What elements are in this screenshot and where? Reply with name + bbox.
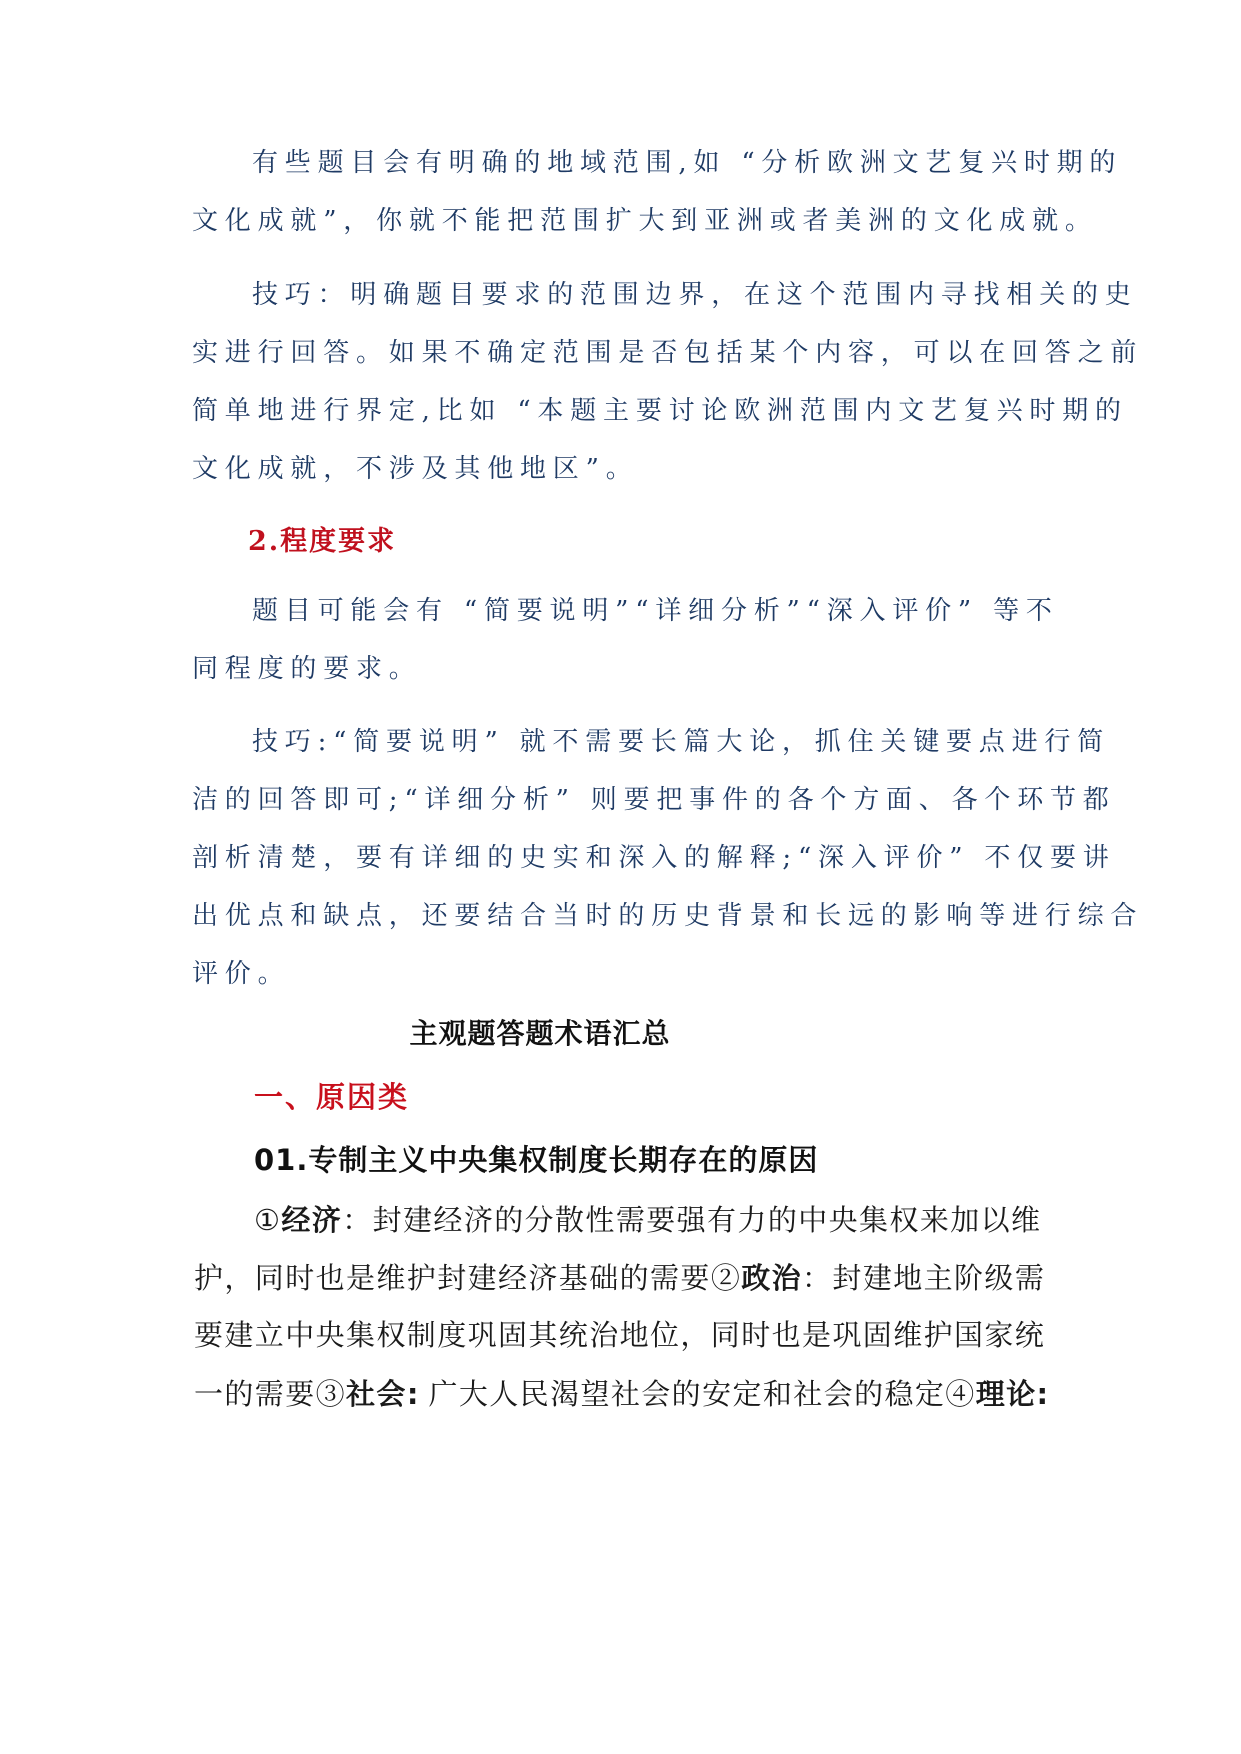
body-line — [254, 1200, 1041, 1241]
paragraph-line: 评价。 — [192, 959, 291, 989]
paragraph-line: 有些题目会有明确的地域范围,如 “分析欧洲文艺复兴时期的 — [252, 148, 1123, 178]
paragraph-line: 实进行回答。如果不确定范围是否包括某个内容，可以在回答之前 — [192, 338, 1144, 368]
keyword: 政治 — [741, 1261, 803, 1295]
item-heading: 01.专制主义中央集权制度长期存在的原因 — [254, 1143, 819, 1177]
body-text: 一的需要 — [194, 1379, 316, 1411]
body-text: 要建立中央集权制度巩固其统治地位，同时也是巩固维护国家统 — [194, 1320, 1046, 1352]
body-text: 广大人民渴望社会的安定和社会的稳定 — [419, 1379, 946, 1411]
paragraph-line: 剖析清楚，要有详细的史实和深入的解释;“深入评价” 不仅要讲 — [192, 843, 1116, 873]
body-line — [194, 1316, 1045, 1356]
body-text: ：封建地主阶级需 — [802, 1263, 1046, 1295]
paragraph-line: 题目可能会有 “简要说明”“详细分析”“深入评价” 等不 — [252, 596, 1059, 626]
keyword: 社会: — [346, 1377, 420, 1411]
body-text: ：封建经济的分散性需要强有力的中央集权来加以维 — [342, 1205, 1042, 1237]
body-line — [194, 1374, 1050, 1415]
section-heading: 2.程度要求 — [248, 526, 397, 557]
circled-number: ① — [254, 1205, 282, 1237]
circled-number: ③ — [315, 1379, 347, 1411]
paragraph-line: 文化成就，不涉及其他地区”。 — [192, 454, 639, 484]
paragraph-line: 技巧：明确题目要求的范围边界，在这个范围内寻找相关的史 — [252, 280, 1138, 310]
body-text: 护，同时也是维护封建经济基础的需要 — [194, 1263, 711, 1295]
circled-number: ④ — [945, 1379, 976, 1411]
keyword: 理论: — [975, 1377, 1050, 1411]
body-line — [194, 1258, 1045, 1299]
category-heading: 一、原因类 — [254, 1080, 410, 1114]
paragraph-line: 同程度的要求。 — [192, 654, 422, 684]
paragraph-line: 技巧:“简要说明” 就不需要长篇大论，抓住关键要点进行简 — [252, 727, 1111, 757]
paragraph-line: 简单地进行界定,比如 “本题主要讨论欧洲范围内文艺复兴时期的 — [192, 396, 1128, 426]
paragraph-line: 文化成就”，你就不能把范围扩大到亚洲或者美洲的文化成就。 — [192, 206, 1098, 236]
circled-number: ② — [710, 1263, 742, 1295]
paragraph-line: 洁的回答即可;“详细分析” 则要把事件的各个方面、各个环节都 — [192, 785, 1116, 815]
paragraph-line: 出优点和缺点，还要结合当时的历史背景和长远的影响等进行综合 — [192, 901, 1144, 931]
keyword: 经济 — [281, 1203, 343, 1237]
page-title: 主观题答题术语汇总 — [409, 1017, 671, 1050]
